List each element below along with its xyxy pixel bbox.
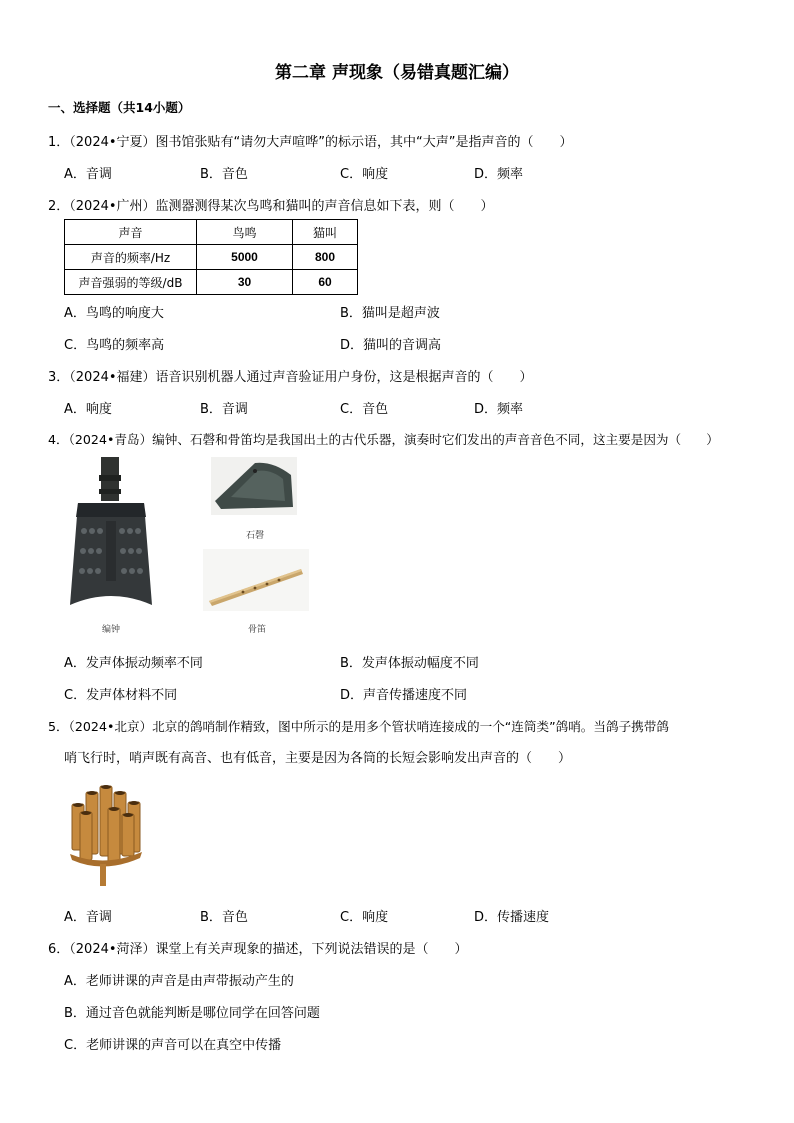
question-1-stem: 1．（2024•宁夏）图书馆张贴有“请勿大声喧哗”的标示语，其中“大声”是指声音的（ ） bbox=[48, 135, 573, 150]
stone-chime-image bbox=[211, 457, 297, 515]
q1-option-b[interactable]: B．音色 bbox=[200, 167, 248, 182]
question-2-stem: 2．（2024•广州）监测器测得某次鸟鸣和猫叫的声音信息如下表，则（ ） bbox=[48, 199, 494, 214]
q4-option-a[interactable]: A．发声体振动频率不同 bbox=[64, 656, 203, 671]
table-cell: 800 bbox=[293, 245, 358, 270]
question-5-stem-line1: 5．（2024•北京）北京的鸽哨制作精致，图中所示的是用多个管状哨连接成的一个“连筒类”鸽哨。当鸽子携带鸽 bbox=[48, 719, 669, 734]
table-header: 鸟鸣 bbox=[197, 220, 293, 245]
question-4-stem: 4．（2024•青岛）编钟、石磬和骨笛均是我国出土的古代乐器，演奏时它们发出的声音音色不同，这主要是因为（ ） bbox=[48, 432, 719, 447]
caption-bone-flute: 骨笛 bbox=[248, 625, 267, 635]
table-cell: 5000 bbox=[197, 245, 293, 270]
bone-flute-image bbox=[203, 549, 309, 611]
q3-option-a[interactable]: A．响度 bbox=[64, 402, 112, 417]
table-cell: 60 bbox=[293, 270, 358, 295]
q4-option-b[interactable]: B．发声体振动幅度不同 bbox=[340, 656, 479, 671]
table-cell: 声音强弱的等级/dB bbox=[65, 270, 197, 295]
q3-option-b[interactable]: B．音调 bbox=[200, 402, 248, 417]
question-5-stem-line2: 哨飞行时，哨声既有高音、也有低音，主要是因为各筒的长短会影响发出声音的（ ） bbox=[64, 751, 572, 766]
q4-option-d[interactable]: D．声音传播速度不同 bbox=[340, 688, 468, 703]
page-title: 第二章 声现象（易错真题汇编） bbox=[275, 63, 519, 83]
caption-bianzhong: 编钟 bbox=[102, 625, 121, 635]
table-row bbox=[65, 245, 358, 270]
table-header: 猫叫 bbox=[293, 220, 358, 245]
question-6-stem: 6．（2024•菏泽）课堂上有关声现象的描述，下列说法错误的是（ ） bbox=[48, 942, 468, 957]
q1-option-d[interactable]: D．频率 bbox=[474, 167, 524, 182]
q2-option-c[interactable]: C．鸟鸣的频率高 bbox=[64, 338, 165, 353]
q6-option-a[interactable]: A．老师讲课的声音是由声带振动产生的 bbox=[64, 974, 294, 989]
table-cell: 30 bbox=[197, 270, 293, 295]
q3-option-c[interactable]: C．音色 bbox=[340, 402, 389, 417]
question-3-stem: 3．（2024•福建）语音识别机器人通过声音验证用户身份，这是根据声音的（ ） bbox=[48, 370, 533, 385]
q1-option-a[interactable]: A．音调 bbox=[64, 167, 112, 182]
q6-option-c[interactable]: C．老师讲课的声音可以在真空中传播 bbox=[64, 1038, 282, 1053]
table-cell: 声音的频率/Hz bbox=[65, 245, 197, 270]
q5-option-b[interactable]: B．音色 bbox=[200, 910, 248, 925]
pigeon-whistle-image bbox=[64, 778, 150, 888]
q2-option-d[interactable]: D．猫叫的音调高 bbox=[340, 338, 442, 353]
q3-option-d[interactable]: D．频率 bbox=[474, 402, 524, 417]
caption-stone-chime: 石磬 bbox=[246, 531, 265, 541]
sound-data-table bbox=[64, 219, 358, 295]
bianzhong-bell-image bbox=[66, 455, 156, 607]
section-heading: 一、选择题（共14小题） bbox=[48, 100, 191, 115]
q6-option-b[interactable]: B．通过音色就能判断是哪位同学在回答问题 bbox=[64, 1006, 320, 1021]
q2-option-a[interactable]: A．鸟鸣的响度大 bbox=[64, 306, 164, 321]
table-header: 声音 bbox=[65, 220, 197, 245]
q5-option-c[interactable]: C．响度 bbox=[340, 910, 389, 925]
q2-option-b[interactable]: B．猫叫是超声波 bbox=[340, 306, 440, 321]
q5-option-d[interactable]: D．传播速度 bbox=[474, 910, 550, 925]
q1-option-c[interactable]: C．响度 bbox=[340, 167, 389, 182]
q4-option-c[interactable]: C．发声体材料不同 bbox=[64, 688, 178, 703]
table-row bbox=[65, 270, 358, 295]
q5-option-a[interactable]: A．音调 bbox=[64, 910, 112, 925]
